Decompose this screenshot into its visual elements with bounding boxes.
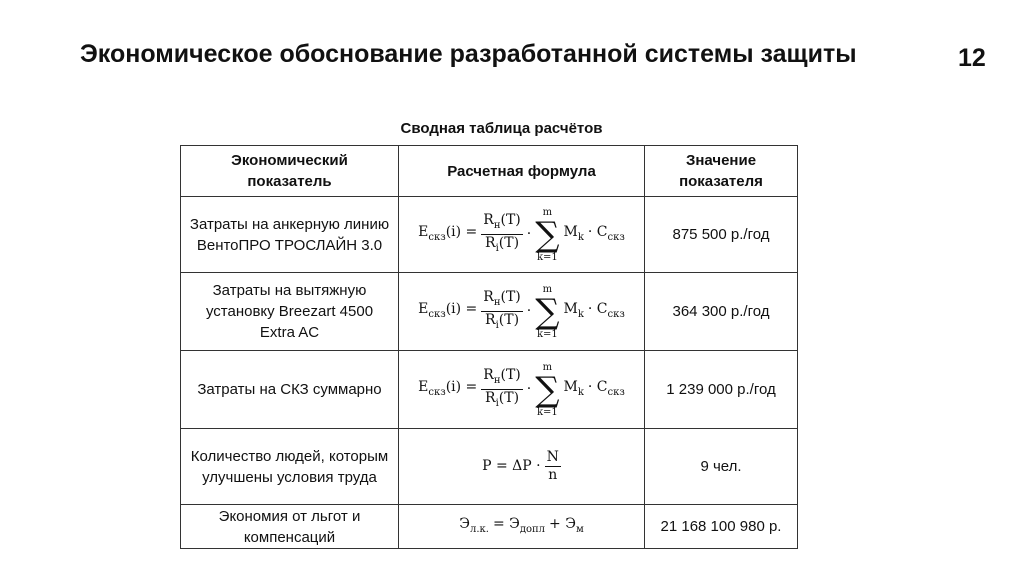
numerator: $R_н(T)$ bbox=[481, 289, 522, 312]
formula-lhs: P = ΔP · bbox=[482, 458, 541, 474]
summary-table bbox=[180, 145, 798, 549]
formula bbox=[418, 284, 625, 340]
dot: · bbox=[526, 381, 532, 397]
term: $Э_{л.к.}$ bbox=[459, 516, 489, 535]
denominator: $R_i(T)$ bbox=[485, 390, 520, 409]
indicator-cell: Количество людей, которым улучшены условия труда bbox=[181, 429, 399, 505]
table-row bbox=[181, 273, 798, 351]
term: $M_k$ bbox=[563, 223, 584, 243]
numerator: $R_н(T)$ bbox=[481, 367, 522, 390]
term: · $C_{скз}$ bbox=[587, 378, 625, 398]
indicator-cell: Экономия от льгот и компенсаций bbox=[181, 505, 399, 549]
header-value: Значение показателя bbox=[645, 146, 798, 197]
formula-cell bbox=[399, 505, 645, 549]
denominator: n bbox=[548, 467, 558, 483]
denominator: $R_i(T)$ bbox=[485, 312, 520, 331]
value-cell: 9 чел. bbox=[645, 429, 798, 505]
header-formula: Расчетная формула bbox=[399, 146, 645, 197]
table-row bbox=[181, 505, 798, 549]
dot: · bbox=[526, 303, 532, 319]
value-cell: 1 239 000 р./год bbox=[645, 351, 798, 429]
term: + $Э_м$ bbox=[549, 516, 584, 535]
formula bbox=[418, 362, 625, 418]
fraction bbox=[545, 449, 561, 484]
term: $E_{скз}(i)$ = bbox=[418, 223, 478, 243]
value-cell: 364 300 р./год bbox=[645, 273, 798, 351]
formula-people bbox=[482, 449, 561, 484]
fraction bbox=[481, 367, 522, 412]
term: $E_{скз}(i)$ = bbox=[418, 300, 478, 320]
sum-symbol: m ∑ k=1 bbox=[535, 283, 560, 340]
numerator: $R_н(T)$ bbox=[481, 212, 522, 235]
formula-cell bbox=[399, 351, 645, 429]
formula-cell bbox=[399, 197, 645, 273]
formula-cell bbox=[399, 429, 645, 505]
value-cell: 875 500 р./год bbox=[645, 197, 798, 273]
table-caption: Сводная таблица расчётов bbox=[400, 120, 603, 137]
fraction bbox=[481, 289, 522, 334]
table-row bbox=[181, 197, 798, 273]
table-header-row bbox=[181, 146, 798, 197]
formula-economy bbox=[459, 514, 583, 540]
numerator: N bbox=[546, 449, 559, 465]
table-row bbox=[181, 351, 798, 429]
header-indicator: Экономический показатель bbox=[181, 146, 399, 197]
formula-cell bbox=[399, 273, 645, 351]
table-row bbox=[181, 429, 798, 505]
sum-symbol: m ∑ k=1 bbox=[535, 361, 560, 418]
term: $M_k$ bbox=[563, 378, 584, 398]
fraction bbox=[481, 212, 522, 257]
indicator-cell: Затраты на анкерную линию ВентоПРО ТРОСЛАЙН 3.0 bbox=[181, 197, 399, 273]
term: = $Э_{допл}$ bbox=[492, 516, 546, 535]
indicator-cell: Затраты на вытяжную установку Breezart 4500 Extra AC bbox=[181, 273, 399, 351]
dot: · bbox=[526, 226, 532, 242]
sum-symbol: m ∑ k=1 bbox=[535, 206, 560, 263]
term: · $C_{скз}$ bbox=[587, 300, 625, 320]
slide-title: Экономическое обоснование разработанной системы защиты bbox=[80, 40, 857, 68]
page-number: 12 bbox=[958, 44, 986, 72]
term: · $C_{скз}$ bbox=[587, 223, 625, 243]
term: $M_k$ bbox=[563, 300, 584, 320]
indicator-cell: Затраты на СКЗ суммарно bbox=[181, 351, 399, 429]
value-cell: 21 168 100 980 р. bbox=[645, 505, 798, 549]
term: $E_{скз}(i)$ = bbox=[418, 378, 478, 398]
formula bbox=[418, 207, 625, 263]
denominator: $R_i(T)$ bbox=[485, 235, 520, 254]
